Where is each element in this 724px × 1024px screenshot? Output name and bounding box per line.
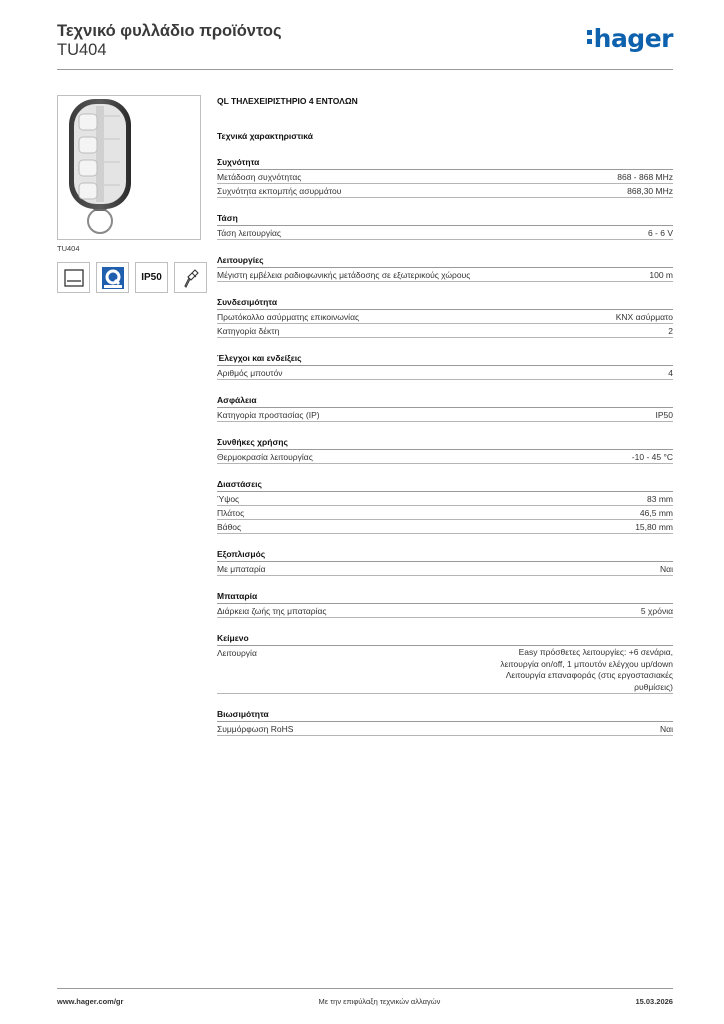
spec-label: Μέγιστη εμβέλεια ραδιοφωνικής μετάδοσης σε εξωτερικούς χώρους bbox=[217, 270, 471, 280]
section-heading: Τεχνικά χαρακτηριστικά bbox=[217, 131, 313, 141]
footer-website[interactable]: www.hager.com/gr bbox=[57, 997, 124, 1006]
document-title: Τεχνικό φυλλάδιο προϊόντος bbox=[57, 22, 282, 40]
spec-row bbox=[217, 226, 673, 240]
spec-group-title: Κείμενο bbox=[217, 633, 673, 646]
spec-group-title: Διαστάσεις bbox=[217, 479, 673, 492]
tool-icon bbox=[174, 262, 207, 293]
spec-group-title: Συχνότητα bbox=[217, 157, 673, 170]
product-name: QL ΤΗΛΕΧΕΙΡΙΣΤΗΡΙΟ 4 ΕΝΤΟΛΩΝ bbox=[217, 96, 358, 106]
spec-value: 46,5 mm bbox=[639, 508, 673, 518]
spec-value: 15,80 mm bbox=[635, 522, 673, 532]
spec-row bbox=[217, 604, 673, 618]
spec-row bbox=[217, 722, 673, 736]
spec-row bbox=[217, 506, 673, 520]
spec-group-title: Ασφάλεια bbox=[217, 395, 673, 408]
spec-value: 6 - 6 V bbox=[647, 228, 673, 238]
logo-colon-icon bbox=[587, 29, 592, 45]
spec-group bbox=[217, 633, 673, 694]
spec-row bbox=[217, 450, 673, 464]
footer-notice: Με την επιφύλαξη τεχνικών αλλαγών bbox=[318, 997, 441, 1006]
logo-text: hager bbox=[593, 24, 673, 53]
mounting-icon bbox=[57, 262, 90, 293]
spec-row bbox=[217, 492, 673, 506]
spec-row bbox=[217, 366, 673, 380]
spec-value: Ναι bbox=[660, 564, 673, 574]
hager-logo bbox=[587, 25, 673, 53]
spec-group bbox=[217, 157, 673, 198]
footer-date: 15.03.2026 bbox=[635, 997, 673, 1006]
spec-value: 5 χρόνια bbox=[640, 606, 673, 616]
spec-value: IP50 bbox=[655, 410, 673, 420]
spec-label: Θερμοκρασία λειτουργίας bbox=[217, 452, 313, 462]
spec-label: Κατηγορία δέκτη bbox=[217, 326, 280, 336]
spec-group-title: Εξοπλισμός bbox=[217, 549, 673, 562]
ip-rating-label: IP50 bbox=[141, 272, 162, 283]
spec-value: 100 m bbox=[649, 270, 673, 280]
quicklink-icon bbox=[96, 262, 129, 293]
spec-group bbox=[217, 353, 673, 380]
spec-value: 868 - 868 MHz bbox=[617, 172, 673, 182]
technical-content bbox=[217, 96, 673, 736]
spec-group bbox=[217, 591, 673, 618]
spec-row bbox=[217, 268, 673, 282]
spec-group-title: Βιωσιμότητα bbox=[217, 709, 673, 722]
spec-row bbox=[217, 520, 673, 534]
spec-value: -10 - 45 °C bbox=[631, 452, 673, 462]
spec-label: Διάρκεια ζωής της μπαταρίας bbox=[217, 606, 327, 616]
spec-group-title: Μπαταρία bbox=[217, 591, 673, 604]
spec-value: 868,30 MHz bbox=[627, 186, 673, 196]
spec-row bbox=[217, 170, 673, 184]
spec-label: Συχνότητα εκπομπής ασυρμάτου bbox=[217, 186, 342, 196]
spec-group bbox=[217, 213, 673, 240]
product-code: TU404 bbox=[57, 41, 107, 59]
remote-control-icon bbox=[58, 96, 200, 239]
spec-group bbox=[217, 437, 673, 464]
spec-value: Easy πρόσθετες λειτουργίες: +6 σενάρια, λειτουργία on/off, 1 μπουτόν ελέγχου up/down Λειτουργία επαναφοράς (στις εργοστασιακές ρυθμίσεις) bbox=[500, 647, 673, 692]
spec-group-title: Συνδεσιμότητα bbox=[217, 297, 673, 310]
spec-label: Μετάδοση συχνότητας bbox=[217, 172, 302, 182]
product-icons bbox=[57, 262, 207, 293]
spec-label: Λειτουργία bbox=[217, 648, 257, 658]
spec-label: Συμμόρφωση RoHS bbox=[217, 724, 294, 734]
spec-row bbox=[217, 562, 673, 576]
spec-group bbox=[217, 395, 673, 422]
spec-row bbox=[217, 646, 673, 694]
page-footer bbox=[57, 988, 673, 1006]
spec-label: Αριθμός μπουτόν bbox=[217, 368, 283, 378]
spec-label: Τάση λειτουργίας bbox=[217, 228, 282, 238]
spec-label: Πλάτος bbox=[217, 508, 245, 518]
spec-value: 2 bbox=[668, 326, 673, 336]
spec-group bbox=[217, 549, 673, 576]
spec-group bbox=[217, 255, 673, 282]
spec-value: KNX ασύρματο bbox=[615, 312, 673, 322]
spec-group bbox=[217, 709, 673, 736]
spec-row bbox=[217, 408, 673, 422]
ip50-icon bbox=[135, 262, 168, 293]
spec-label: Με μπαταρία bbox=[217, 564, 266, 574]
spec-group bbox=[217, 479, 673, 534]
spec-label: Βάθος bbox=[217, 522, 242, 532]
spec-row bbox=[217, 184, 673, 198]
spec-value: 4 bbox=[668, 368, 673, 378]
spec-label: Κατηγορία προστασίας (IP) bbox=[217, 410, 320, 420]
page-header bbox=[57, 22, 673, 70]
spec-row bbox=[217, 324, 673, 338]
spec-label: Ύψος bbox=[217, 494, 240, 504]
product-caption: TU404 bbox=[57, 244, 80, 253]
spec-group-title: Έλεγχοι και ενδείξεις bbox=[217, 353, 673, 366]
spec-value: Ναι bbox=[660, 724, 673, 734]
spec-label: Πρωτόκολλο ασύρματης επικοινωνίας bbox=[217, 312, 360, 322]
spec-group-title: Λειτουργίες bbox=[217, 255, 673, 268]
spec-row bbox=[217, 310, 673, 324]
spec-group-title: Συνθήκες χρήσης bbox=[217, 437, 673, 450]
spec-group bbox=[217, 297, 673, 338]
spec-value: 83 mm bbox=[647, 494, 673, 504]
spec-groups bbox=[217, 157, 673, 736]
product-image bbox=[57, 95, 201, 240]
spec-group-title: Τάση bbox=[217, 213, 673, 226]
